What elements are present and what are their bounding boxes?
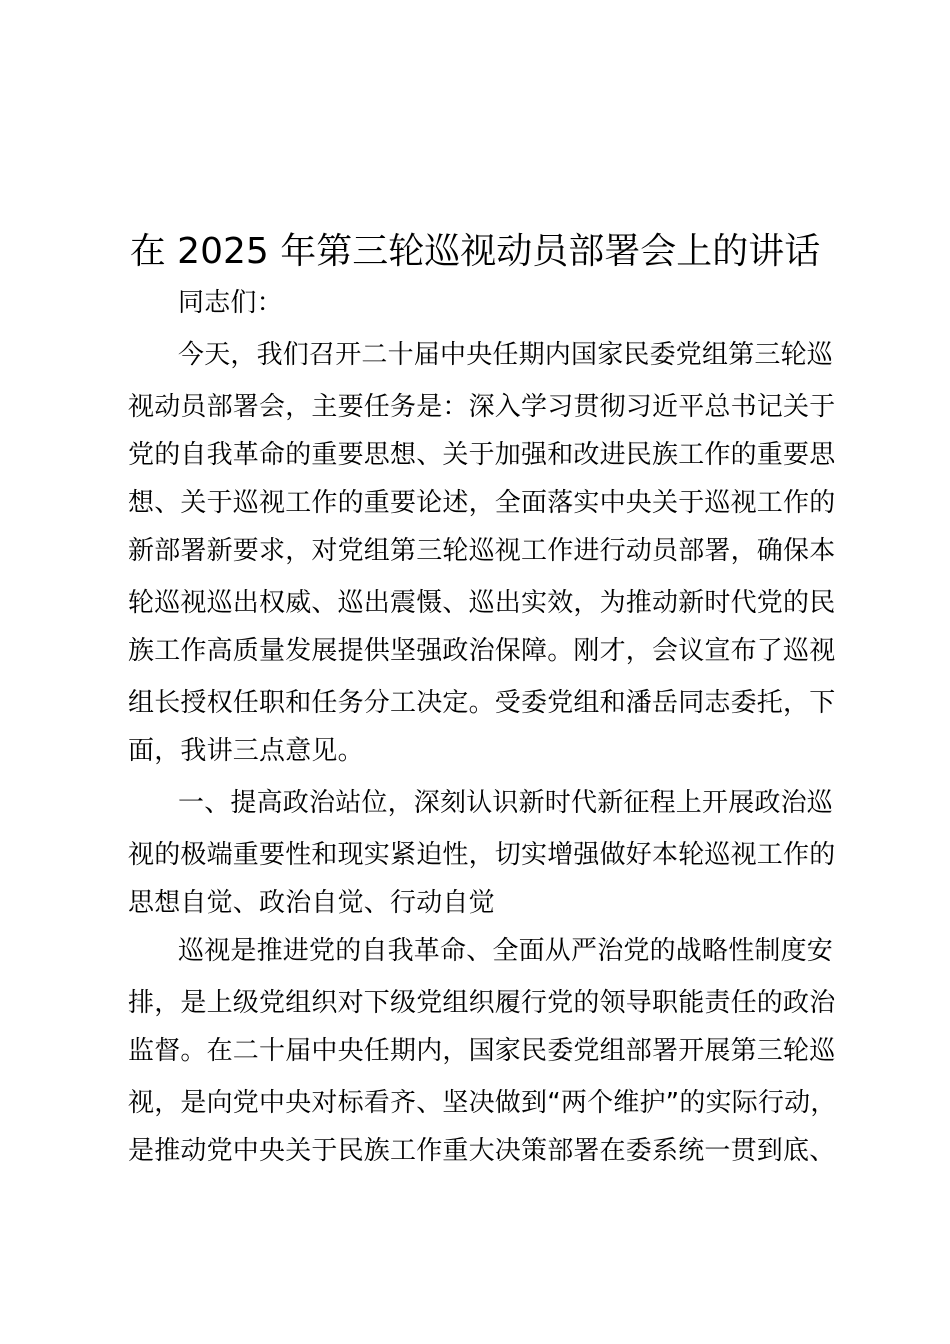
paragraph-line: 轮巡视巡出权威、巡出震慑、巡出实效，为推动新时代党的民 — [128, 588, 836, 618]
section-heading-line: 一、提高政治站位，深刻认识新时代新征程上开展政治巡 — [178, 788, 834, 818]
paragraph-line: 想、关于巡视工作的重要论述，全面落实中央关于巡视工作的 — [128, 488, 836, 518]
paragraph-line: 今天，我们召开二十届中央任期内国家民委党组第三轮巡 — [178, 340, 834, 370]
paragraph-line: 面，我讲三点意见。 — [128, 736, 364, 766]
paragraph-line: 视，是向党中央对标看齐、坚决做到“两个维护”的实际行动， — [128, 1088, 837, 1118]
paragraph-line: 党的自我革命的重要思想、关于加强和改进民族工作的重要思 — [128, 440, 836, 470]
paragraph-line: 视动员部署会，主要任务是：深入学习贯彻习近平总书记关于 — [128, 392, 836, 422]
paragraph-line: 巡视是推进党的自我革命、全面从严治党的战略性制度安 — [178, 936, 834, 966]
section-heading-line: 思想自觉、政治自觉、行动自觉 — [128, 888, 495, 918]
paragraph-line: 排，是上级党组织对下级党组织履行党的领导职能责任的政治 — [128, 988, 836, 1018]
paragraph-line: 新部署新要求，对党组第三轮巡视工作进行动员部署，确保本 — [128, 536, 836, 566]
paragraph-line: 族工作高质量发展提供坚强政治保障。刚才，会议宣布了巡视 — [128, 636, 836, 666]
paragraph-line: 是推动党中央关于民族工作重大决策部署在委系统一贯到底、 — [128, 1136, 836, 1166]
salutation: 同志们： — [178, 288, 283, 318]
document-title: 在 2025 年第三轮巡视动员部署会上的讲话 — [129, 231, 821, 272]
paragraph-line: 监督。在二十届中央任期内，国家民委党组部署开展第三轮巡 — [128, 1036, 836, 1066]
section-heading-line: 视的极端重要性和现实紧迫性，切实增强做好本轮巡视工作的 — [128, 840, 836, 870]
paragraph-line: 组长授权任职和任务分工决定。受委党组和潘岳同志委托，下 — [128, 688, 836, 718]
